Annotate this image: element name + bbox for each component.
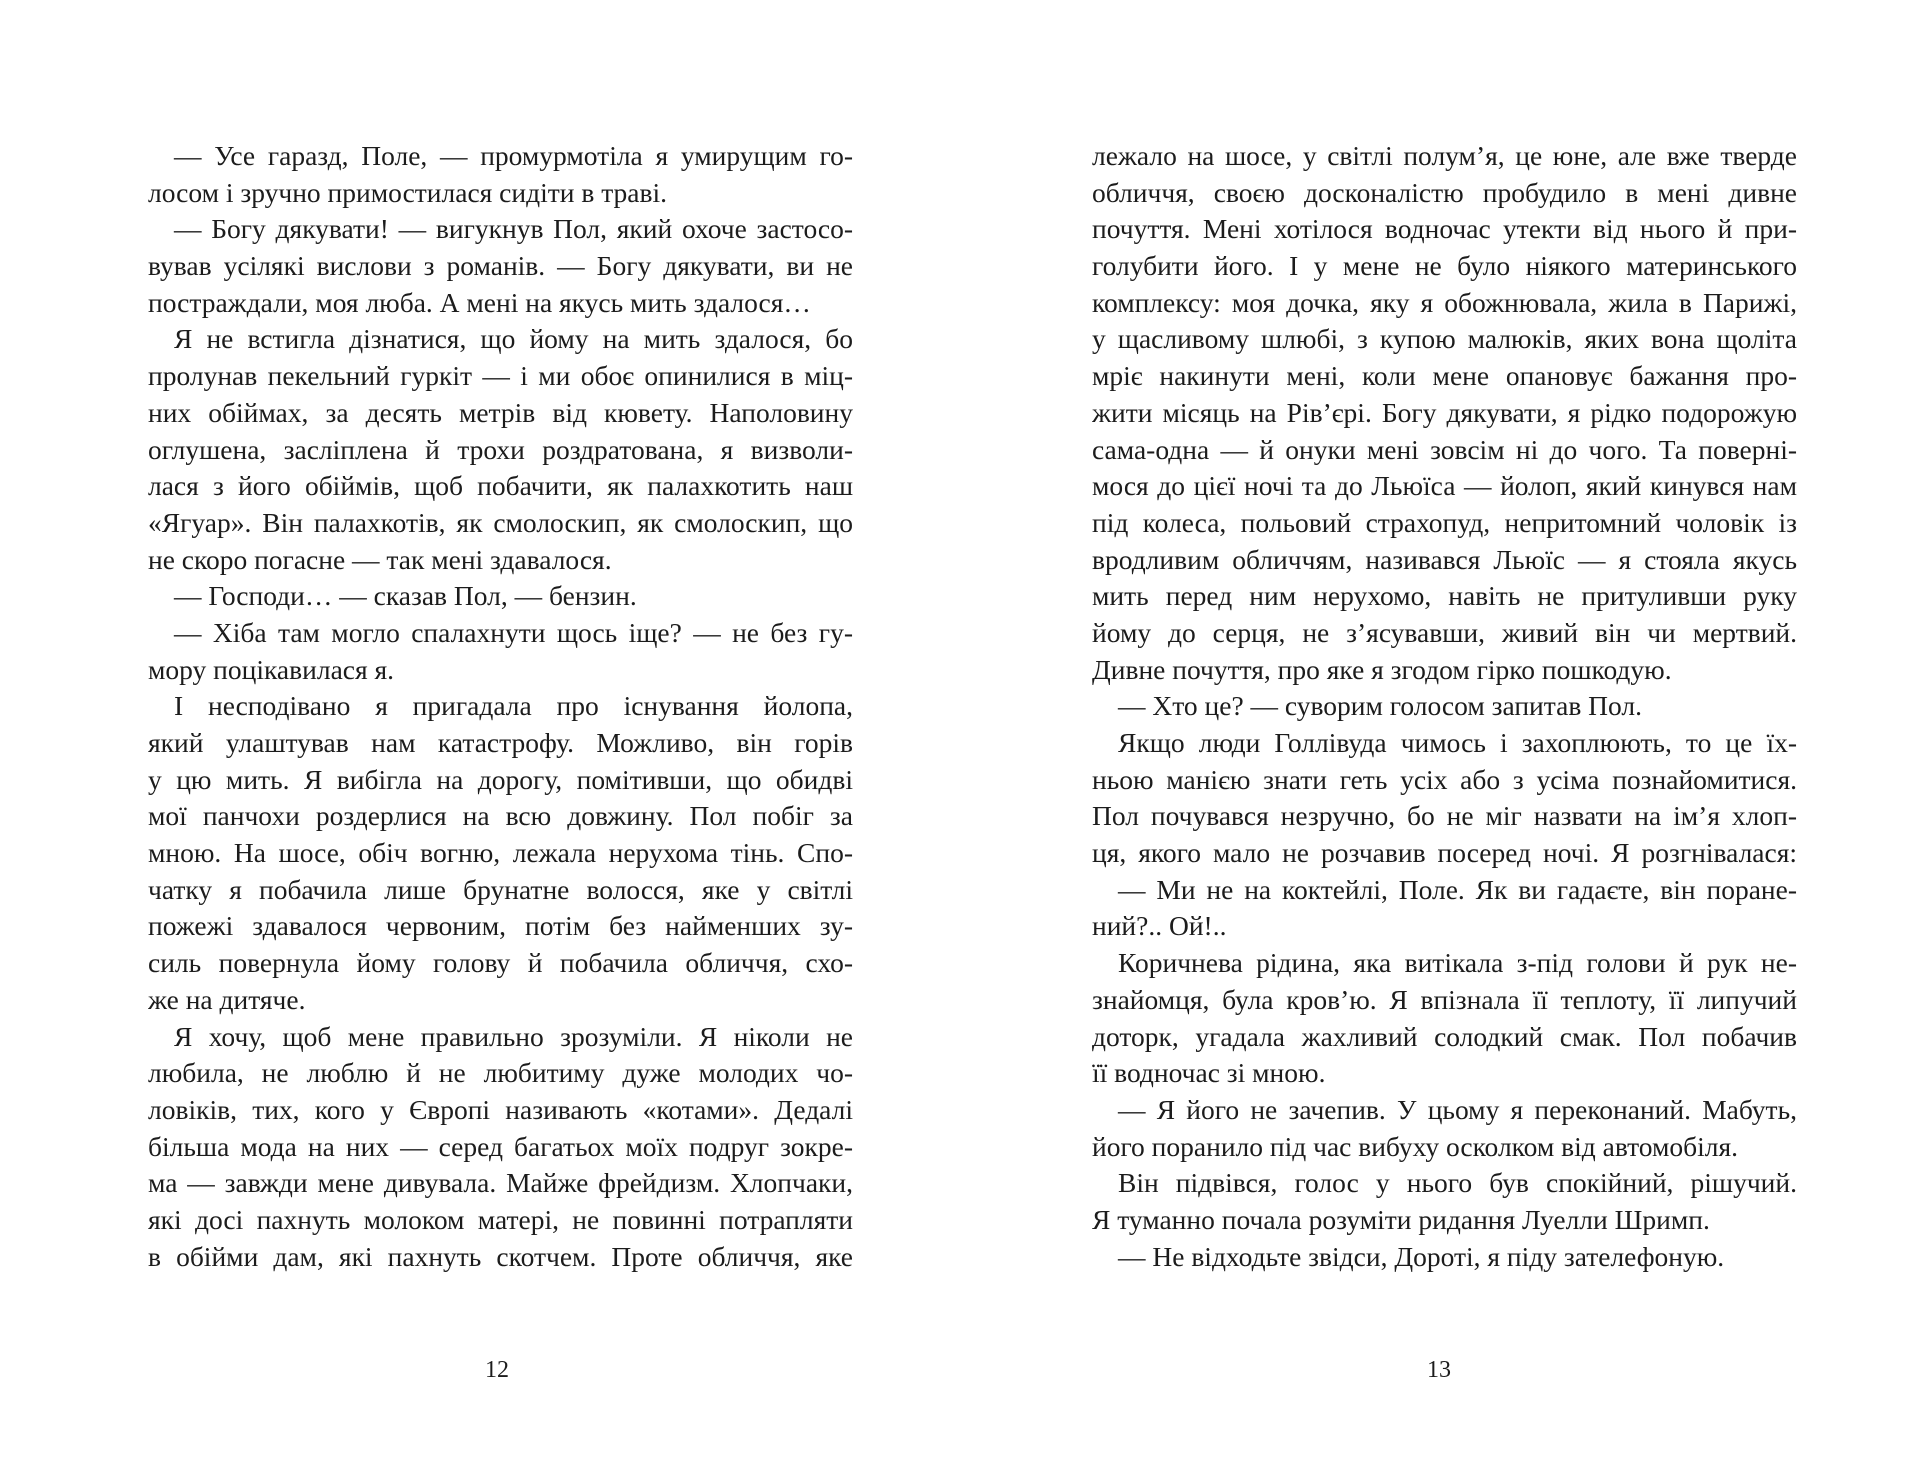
text-line: «Ягуар». Він палахкотів, як смолоскип, як смолоскип, що [148, 506, 853, 538]
text-line: мося до цієї ночі та до Льюїса — йолоп, який кинувся нам [1092, 470, 1797, 502]
text-line: знайомця, була кров’ю. Я впізнала її теплоту, її липучий [1092, 983, 1797, 1015]
text-line: який улаштував нам катастрофу. Можливо, він горів [148, 727, 853, 758]
text-line: вродливим обличчям, називався Льюїс — я стояла якусь [1092, 543, 1797, 575]
text-line: під колеса, польовий страхопуд, непритомний чоловік із [1092, 506, 1797, 538]
text-line: Я хочу, щоб мене правильно зрозуміли. Я ніколи не [174, 1020, 853, 1052]
text-line: Він підвівся, голос у нього був спокійний, рішучий. [1118, 1167, 1797, 1199]
left-page-number: 12 [485, 1357, 509, 1383]
text-line: мої панчохи роздерлися на всю довжину. Пол побіг за [148, 800, 853, 832]
text-line: ньою манією знати геть усіх або з усіма познайомитися. [1092, 763, 1797, 795]
text-line: у щасливому шлюбі, з купою малюків, яких вона щоліта [1092, 323, 1797, 355]
text-line: І несподівано я пригадала про існування йолопа, [174, 690, 853, 722]
text-line: в обійми дам, які пахнуть скотчем. Проте обличчя, яке [148, 1240, 853, 1272]
text-line: її водночас зі мною. [1092, 1057, 1326, 1089]
text-line: мить перед ним нерухомо, навіть не притуливши руку [1092, 580, 1797, 612]
text-line: ця, якого мало не розчавив посеред ночі. Я розгнівалася: [1092, 837, 1797, 869]
text-line: Коричнева рідина, яка витікала з-під голови й рук не- [1118, 947, 1797, 979]
right-page-number: 13 [1427, 1357, 1451, 1383]
text-line: — Хто це? — суворим голосом запитав Пол. [1118, 690, 1643, 722]
text-line: силь повернула йому голову й побачила обличчя, схо- [148, 947, 853, 979]
text-line: більша мода на них — серед багатьох моїх подруг зокре- [148, 1130, 853, 1162]
text-line: мріє накинути мені, коли мене опановує бажання про- [1092, 360, 1797, 392]
text-line: Дивне почуття, про яке я згодом гірко пошкодую. [1092, 653, 1672, 685]
text-line: — Господи… — сказав Пол, — бензин. [174, 580, 637, 612]
text-line: лосом і зручно примостилася сидіти в траві. [148, 176, 668, 208]
text-line: них обіймах, за десять метрів від кювету. Наполовину [148, 396, 853, 428]
text-line: мною. На шосе, обіч вогню, лежала нерухома тінь. Спо- [148, 837, 853, 869]
text-line: ловіків, тих, кого у Європі називають «котами». Дедалі [148, 1093, 853, 1125]
text-line: лася з його обіймів, щоб побачити, як палахкотить наш [148, 470, 853, 502]
text-line: пожежі здавалося червоним, потім без найменших зу- [148, 910, 853, 942]
text-line: — Не відходьте звідси, Дороті, я піду зателефоную. [1118, 1240, 1725, 1272]
text-line: доторк, угадала жахливий солодкий смак. Пол побачив [1092, 1020, 1797, 1052]
text-line: почуття. Мені хотілося водночас утекти від нього й при- [1092, 213, 1797, 245]
text-line: Я не встигла дізнатися, що йому на мить здалося, бо [174, 323, 853, 355]
text-line: пролунав пекельний гуркіт — і ми обоє опинилися в міц- [148, 360, 853, 392]
text-line: — Усе гаразд, Поле, — промурмотіла я умирущим го- [174, 140, 853, 171]
text-line: у цю мить. Я вибігла на дорогу, помітивши, що обидві [148, 763, 853, 795]
left-page-text [148, 138, 853, 1275]
text-line: комплексу: моя дочка, яку я обожнювала, жила в Парижі, [1092, 286, 1797, 318]
right-page-text [1092, 138, 1797, 1275]
text-line: чатку я побачила лише брунатне волосся, яке у світлі [148, 873, 853, 905]
text-line: Пол почувався незручно, бо не міг назвати на ім’я хлоп- [1092, 800, 1797, 832]
text-line: лежало на шосе, у світлі полум’я, це юне, але вже тверде [1092, 140, 1797, 171]
text-line: любила, не люблю й не любитиму дуже молодих чо- [148, 1057, 853, 1089]
text-line: ма — завжди мене дивувала. Майже фрейдизм. Хлопчаки, [148, 1167, 853, 1199]
text-line: — Богу дякувати! — вигукнув Пол, який охоче застосо- [174, 213, 853, 245]
text-line: йому до серця, не з’ясувавши, живий він чи мертвий. [1092, 616, 1797, 648]
text-line: мору поцікавилася я. [148, 653, 395, 685]
text-line: сама-одна — й онуки мені зовсім ні до чого. Та поверні- [1092, 433, 1797, 465]
text-line: голубити його. І у мене не було ніякого материнського [1092, 250, 1797, 282]
text-line: обличчя, своєю досконалістю пробудило в мені дивне [1092, 176, 1797, 208]
text-line: — Хіба там могло спалахнути щось іще? — не без гу- [174, 616, 853, 648]
text-line: вував усілякі вислови з романів. — Богу дякувати, ви не [148, 250, 853, 282]
text-line: — Ми не на коктейлі, Поле. Як ви гадаєте, він поране- [1118, 873, 1797, 905]
text-line: які досі пахнуть молоком матері, не повинні потрапляти [148, 1203, 853, 1235]
text-line: оглушена, засліплена й трохи роздратована, я визволи- [148, 433, 853, 465]
text-line: Якщо люди Голлівуда чимось і захоплюють, то це їх- [1118, 727, 1797, 758]
text-line: — Я його не зачепив. У цьому я переконаний. Мабуть, [1118, 1093, 1797, 1125]
text-line: Я туманно почала розуміти ридання Луелли Шримп. [1092, 1203, 1710, 1235]
text-line: не скоро погасне — так мені здавалося. [148, 543, 612, 575]
text-line: його поранило під час вибуху осколком від автомобіля. [1092, 1130, 1739, 1162]
text-line: постраждали, моя люба. А мені на якусь мить здалося… [148, 286, 811, 318]
text-line: же на дитяче. [148, 983, 306, 1015]
text-line: жити місяць на Рів’єрі. Богу дякувати, я рідко подорожую [1092, 396, 1797, 428]
text-line: ний?.. Ой!.. [1092, 910, 1227, 942]
